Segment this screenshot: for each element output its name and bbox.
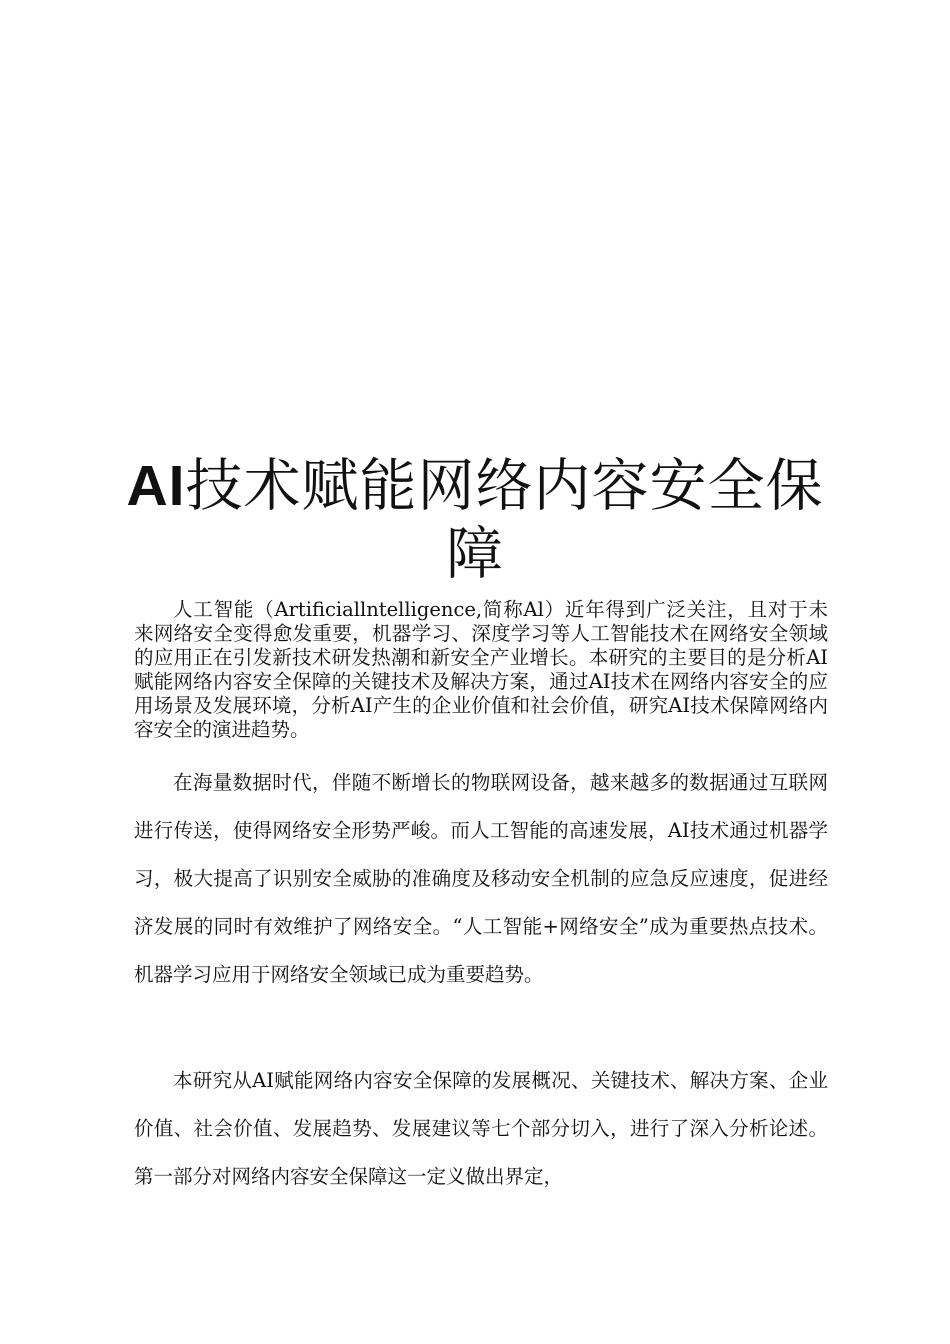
document-title	[110, 452, 840, 588]
paragraph-intro: 人工智能（Artificiallntelligence,简称Al）近年得到广泛关注，且对于未来网络安全变得愈发重要，机器学习、深度学习等人工智能技术在网络安全领域的应用正在引发新技术研发热潮和新安全产业增长。本研究的主要目的是分析AI赋能网络内容安全保障的关键技术及解决方案，通过AI技术在网络内容安全的应用场景及发展环境，分析AI产生的企业价值和社会价值，研究AI技术保障网络内容安全的演进趋势。	[134, 598, 828, 741]
paragraph-structure: 本研究从AI赋能网络内容安全保障的发展概况、关键技术、解决方案、企业价值、社会价值、发展趋势、发展建议等七个部分切入，进行了深入分析论述。第一部分对网络内容安全保障这一定义做出界定，	[134, 1069, 828, 1188]
title-rest: 技术赋能网络内容安全保障	[185, 453, 824, 587]
paragraph-background: 在海量数据时代，伴随不断增长的物联网设备，越来越多的数据通过互联网进行传送，使得网络安全形势严峻。而人工智能的高速发展，AI技术通过机器学习，极大提高了识别安全威胁的准确度及移动安全机制的应急反应速度，促进经济发展的同时有效维护了网络安全。“人工智能+网络安全”成为重要热点技术。机器学习应用于网络安全领域已成为重要趋势。	[134, 771, 828, 986]
title-lead: AI	[126, 454, 186, 518]
